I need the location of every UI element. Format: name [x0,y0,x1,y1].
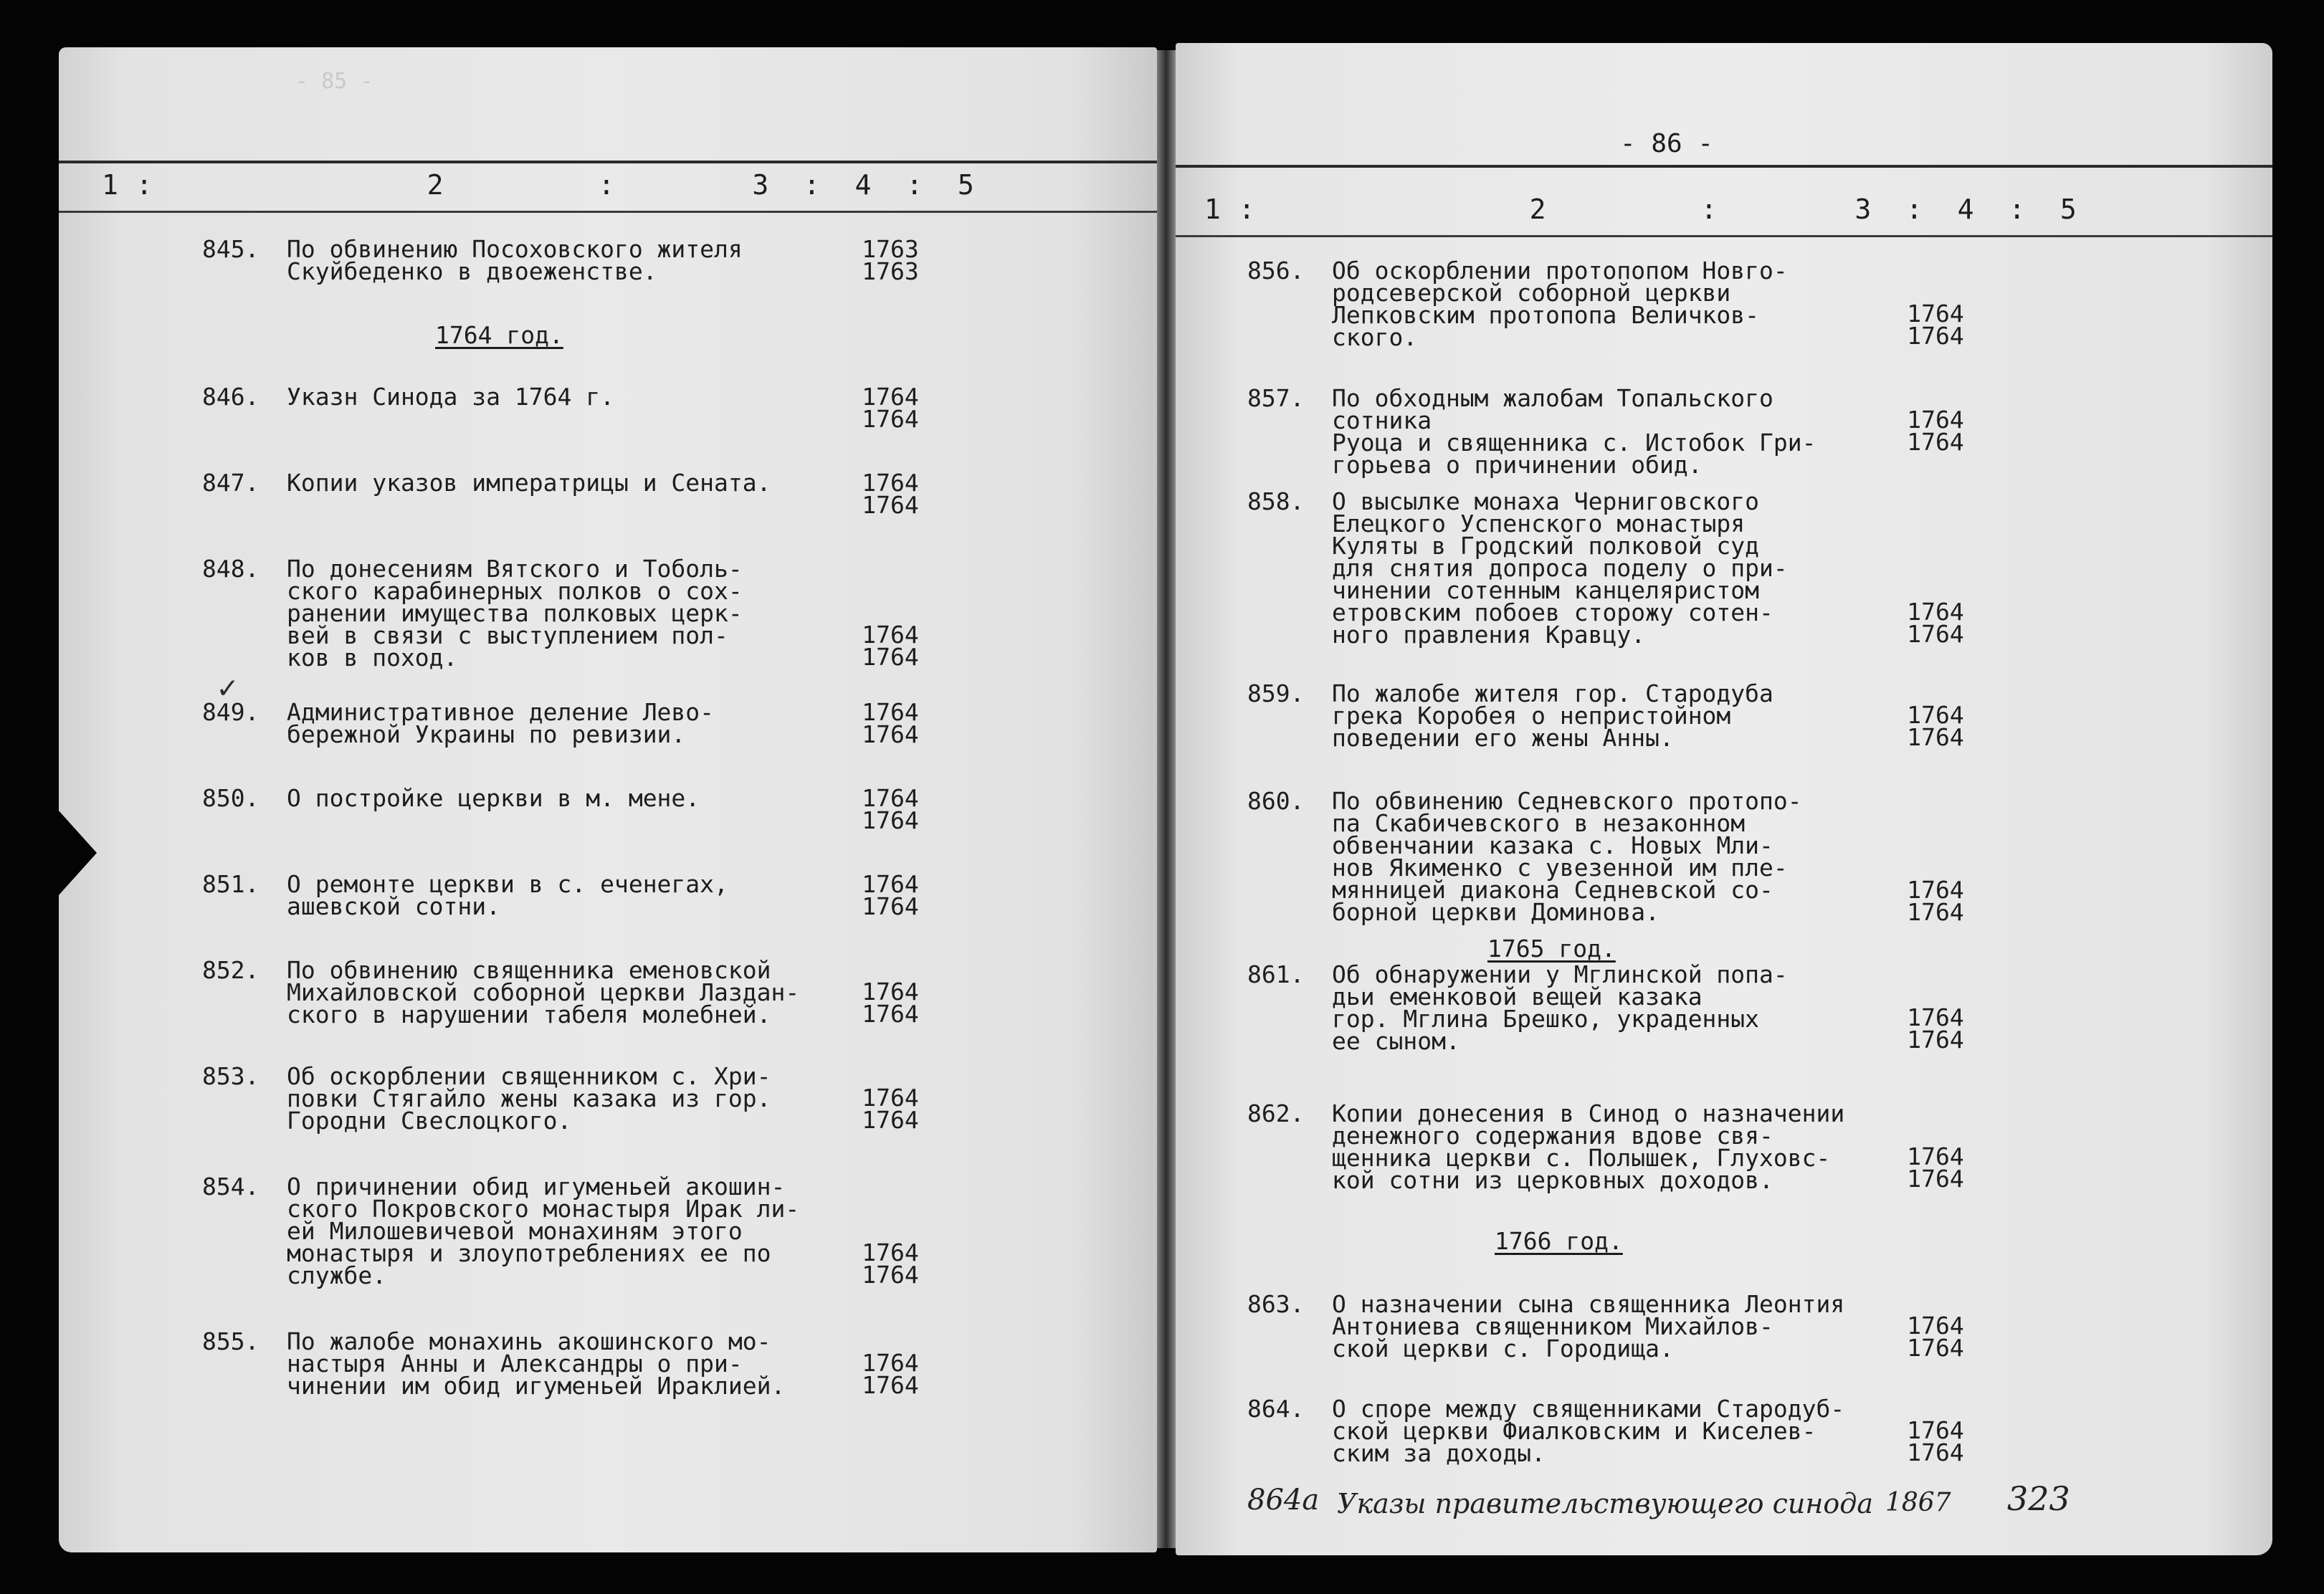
entry-title: О постройке церкви в м. мене. [287,784,700,812]
entry-number: 864. [1247,1395,1305,1423]
entry-years: 1764 1764 [862,1084,919,1134]
entry-title: О назначении сына священника Леонтия Антониева священником Михайлов- ской церкви с. Городища. [1332,1290,1845,1362]
entry-years: 1764 1764 [862,870,919,920]
entry-title: Указн Синода за 1764 г. [287,383,614,411]
entry-title: О причинении обид игуменьей акошин- ского Покровского монастыря Ирак ли- ей Милошевичевой монахиням этого монастыря и злоупотреблениях ее по службе. [287,1173,800,1289]
entry-859 [1247,679,2036,754]
entry-title: Копии донесения в Синод о назначении денежного содержания вдове свя- щенника церкви с. Полышек, Глуховс- кой сотни из церковных доходов. [1332,1099,1845,1194]
entry-years: 1764 1764 [1907,300,1964,350]
right-page [1176,43,2272,1555]
entry-857 [1247,384,2036,479]
entry-860 [1247,787,2036,926]
entry-title: По обвинению священника еменовской Михайловской соборной церкви Лаздан- ского в нарушении табеля молебней. [287,956,800,1029]
entry-number: 856. [1247,257,1305,285]
entry-853 [202,1062,991,1137]
entry-years: 1764 1764 [862,383,919,433]
checkmark-icon: ✓ [218,669,237,706]
entry-title: О споре между священниками Стародуб- ской церкви Фиалковским и Киселев- ским за доходы. [1332,1395,1845,1467]
entry-title: О ремонте церкви в с. еченегах, ашевской сотни. [287,870,728,920]
entry-number: 851. [202,870,259,898]
entry-years: 1764 1764 [1907,598,1964,648]
column-header: 1 : 2 : 3 : 4 : 5 [102,169,975,201]
entry-years: 1764 1764 [862,469,919,519]
entry-number: 860. [1247,787,1305,815]
left-page: - 85 - 1 : 2 : 3 : 4 : 5 845. По обвинению Посоховского жителя Скуйбеденко в двоеженстве. 1763 1763 1764 год. 846. Указн Синода за 1764 г. 1764 1764 847. Копии указов императрицы и Сената. 1764 1764 848. По донесениям Вятского и Тоболь- ского карабинерных полков о сох- ранении имущества полковых церк- вей в связи с выступлением пол- ков в поход. 1764 1764 ✓ 849. Административное деление Лево- бережной Украины по ревизии. 1764 1764 850. О постройке церкви в м. мене. 1764 1764 851. О ремонте церкви в с. еченегах, ашевской сотни. 1764 1764 852. По обвинению священника еменовской Михайловской соборной церкви Лаздан- ского в нарушении табеля молебней. 1764 1764 853. Об оскорблении священником с. Хри- повки Стягайло жены казака из гор. Городни Свеслоцкого. 1764 1764 854. О причинении обид игуменьей акошин- ского Покровского монастыря Ирак ли- ей Милошевичевой монахиням этого монастыря и злоупотреблениях ее по службе. 1764 1764 855. По жалобе монахинь акошинского мо- настыря Анны и Александры о при- чинении им обид игуменьей Ираклией. 1764 1764 [59,47,1157,1552]
entry-years: 1764 1764 [1907,876,1964,926]
entry-864 [1247,1395,2036,1469]
entry-number: 849. [202,698,259,726]
entry-title: Об оскорблении протопопом Новго- родсеверской соборной церкви Лепковским протопопа Величков- ского. [1332,257,1788,351]
entry-years: 1764 1764 [862,621,919,671]
entry-title: По жалобе монахинь акошинского мо- настыря Анны и Александры о при- чинении им обид игуменьей Ираклией. [287,1327,786,1400]
sheet-number: 323 [2007,1479,2070,1518]
entry-number: 845. [202,235,259,263]
entry-847 [202,469,991,522]
entry-title: Об обнаружении у Мглинской попа- дьи еменковой вещей казака гор. Мглина Брешко, украденных ее сыном. [1332,960,1788,1055]
entry-number: 850. [202,784,259,812]
entry-852 [202,956,991,1031]
entry-number: 863. [1247,1290,1305,1318]
header-top-rule [59,161,1157,163]
year-heading-1766: 1766 год. [1495,1227,1623,1255]
entry-years: 1764 1764 [1907,1416,1964,1466]
entry-number: 861. [1247,960,1305,988]
year-heading-1764: 1764 год. [435,321,563,349]
entry-number: 858. [1247,487,1305,515]
entry-863 [1247,1290,2036,1365]
entry-years: 1764 1764 [1907,1312,1964,1362]
entry-862 [1247,1099,2036,1196]
entry-years: 1764 1764 [862,1239,919,1289]
entry-number: 852. [202,956,259,984]
entry-856 [1247,259,2036,353]
entry-number: 854. [202,1173,259,1201]
entry-years: 1764 1764 [862,978,919,1028]
entry-number: 846. [202,383,259,411]
entry-title: Копии указов императрицы и Сената. [287,469,771,497]
entry-number: 859. [1247,679,1305,707]
header-bottom-rule [59,211,1157,213]
entry-title: Об оскорблении священником с. Хри- повки Стягайло жены казака из гор. Городни Свеслоцкого. [287,1062,771,1135]
entry-861 [1247,960,2036,1056]
entry-years: 1763 1763 [862,235,919,285]
entry-851 [202,870,991,923]
header-top-rule [1176,165,2272,168]
entry-854 [202,1175,991,1290]
entry-title: По обвинению Седневского протопо- па Скабичевского в незаконном обвенчании казака с. Новых Мли- нов Якименко с увезенной им пле- мянницей диакона Седневской со- борной церкви Доминова. [1332,787,1802,926]
entry-years: 1764 1764 [862,1349,919,1399]
entry-846 [202,383,991,436]
handwritten-entry-text: Указы правительствующего синода [1337,1488,1874,1519]
entry-title: По донесениям Вятского и Тоболь- ского карабинерных полков о сох- ранении имущества полковых церк- вей в связи с выступлением пол- ков в поход. [287,555,743,672]
entry-number: 847. [202,469,259,497]
entry-title: По обвинению Посоховского жителя Скуйбеденко в двоеженстве. [287,235,743,285]
book-gutter [1157,50,1176,1548]
column-header: 1 : 2 : 3 : 4 : 5 [1204,194,2077,225]
entry-845 [202,235,991,288]
entry-years: 1764 1764 [1907,1142,1964,1193]
entry-848 [202,555,991,672]
entry-title: По обходным жалобам Топальского сотника Руоца и священника с. Истобок Гри- горьева о причинении обид. [1332,384,1816,479]
entry-number: 855. [202,1327,259,1355]
entry-years: 1764 1764 [1907,1003,1964,1054]
entry-number: 848. [202,555,259,583]
entry-number: 862. [1247,1099,1305,1127]
entry-title: Административное деление Лево- бережной Украины по ревизии. [287,698,715,748]
binder-notch [0,745,97,960]
entry-850 [202,784,991,837]
entry-title: По жалобе жителя гор. Стародуба грека Коробея о непристойном поведении его жены Анны. [1332,679,1773,752]
entry-years: 1764 1764 [862,784,919,834]
entry-title: О высылке монаха Черниговского Елецкого Успенского монастыря Куляты в Гродский полковой суд для снятия допроса поделу о при- чинении сотенным канцеляристом етровским побоев сторожу сотен- ного правления Кравцу. [1332,487,1788,649]
handwritten-year: 1867 [1885,1488,1951,1517]
header-bottom-rule [1176,235,2272,237]
page-number: - 86 - [1620,129,1714,158]
entry-855 [202,1327,991,1402]
entry-years: 1764 1764 [1907,701,1964,751]
handwritten-entry-number: 864а [1247,1484,1320,1517]
year-heading-1765: 1765 год. [1487,935,1616,963]
entry-number: 853. [202,1062,259,1090]
entry-number: 857. [1247,384,1305,412]
entry-years: 1764 1764 [862,698,919,748]
entry-years: 1764 1764 [1907,406,1964,456]
entry-858 [1247,487,2036,649]
entry-849 [202,698,991,751]
